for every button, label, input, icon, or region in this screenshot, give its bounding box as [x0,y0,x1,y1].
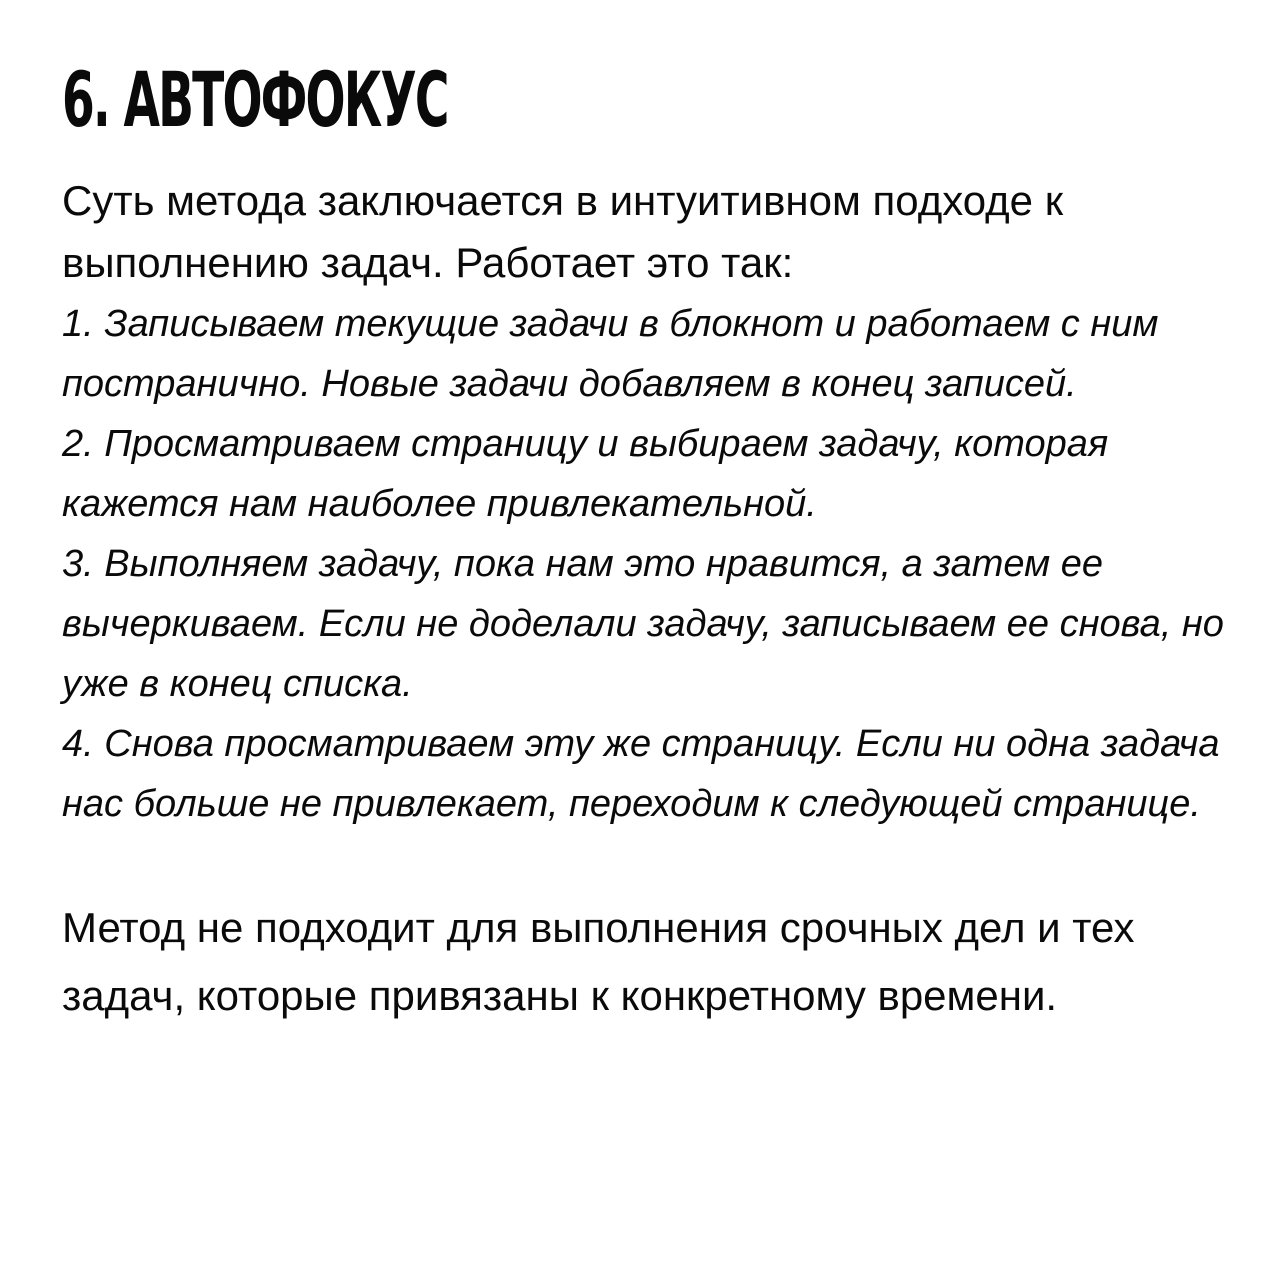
intro-paragraph: Суть метода заключается в интуитивном подходе к выполнению задач. Работает это так: [62,177,1064,286]
conclusion-paragraph: Метод не подходит для выполнения срочных дел и тех задач, которые привязаны к конкретному времени. [62,904,1135,1019]
step-item: 3. Выполняем задачу, пока нам это нравится, а затем ее вычеркиваем. Если не доделали задачу, записываем ее снова, но уже в конец списка. [62,543,1224,705]
page-title: 6. АВТОФОКУС [62,55,448,144]
step-item: 4. Снова просматриваем эту же страницу. Если ни одна задача нас больше не привлекает, переходим к следующей странице. [62,723,1220,825]
step-item: 1. Записываем текущие задачи в блокнот и работаем с ним постранично. Новые задачи добавляем в конец записей. [62,303,1159,405]
step-item: 2. Просматриваем страницу и выбираем задачу, которая кажется нам наиболее привлекательной. [62,423,1109,525]
steps-list [62,294,1240,834]
